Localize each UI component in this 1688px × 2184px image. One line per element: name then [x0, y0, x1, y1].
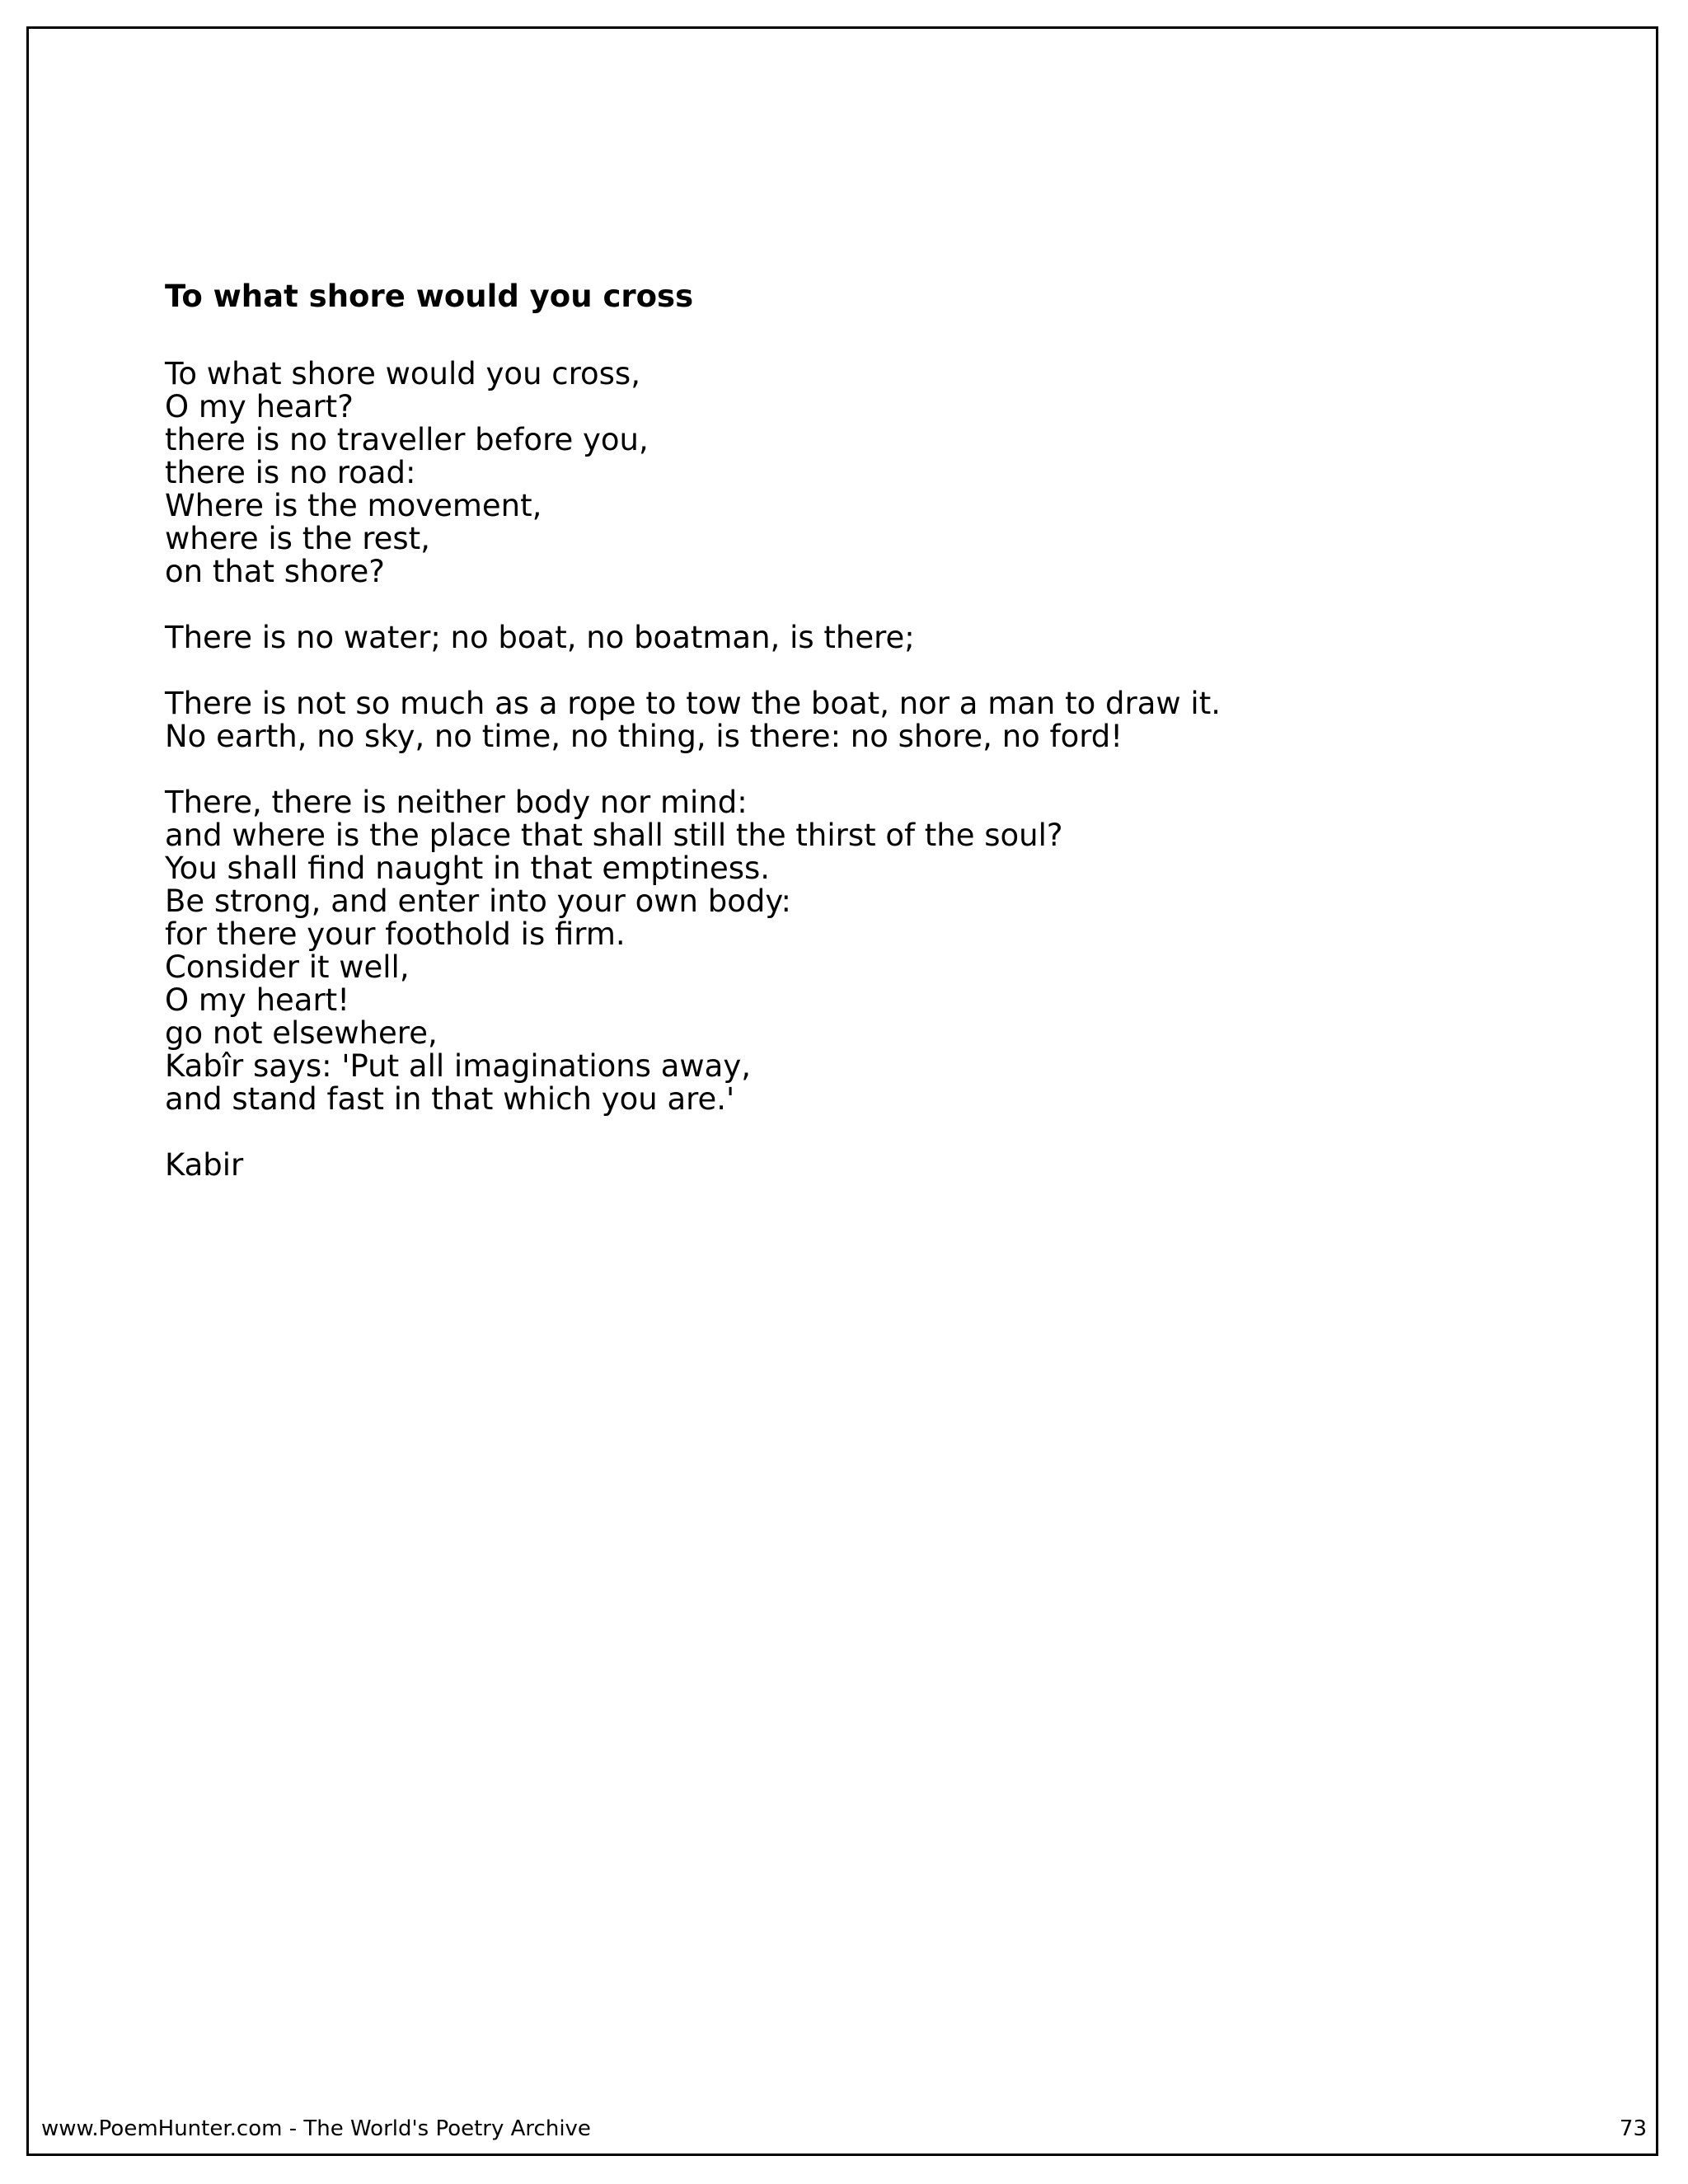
poem-line: O my heart! — [165, 982, 350, 1018]
poem-line: and where is the place that shall still the thirst of the soul? — [165, 818, 1063, 853]
poem-content — [165, 275, 1599, 1182]
poem-line: go not elsewhere, — [165, 1015, 438, 1051]
page-number: 73 — [1619, 2116, 1647, 2141]
poem-line: for there your foothold is firm. — [165, 916, 626, 952]
stanza-2 — [165, 621, 1599, 654]
poem-line: on that shore? — [165, 554, 385, 589]
poem-line: You shall find naught in that emptiness. — [165, 851, 771, 886]
poem-line: Kabîr says: 'Put all imaginations away, — [165, 1048, 751, 1084]
poem-line: and stand fast in that which you are.' — [165, 1081, 735, 1117]
poem-line: There, there is neither body nor mind: — [165, 785, 748, 820]
poem-line: there is no traveller before you, — [165, 422, 649, 457]
poem-line: Where is the movement, — [165, 488, 542, 523]
stanza-1 — [165, 358, 1599, 588]
poem-line: No earth, no sky, no time, no thing, is there: no shore, no ford! — [165, 719, 1123, 754]
poem-line: there is no road: — [165, 455, 416, 490]
poem-author: Kabir — [165, 1147, 244, 1183]
poem-line: where is the rest, — [165, 521, 430, 556]
footer-source: www.PoemHunter.com - The World's Poetry Archive — [41, 2116, 591, 2141]
poem-line: O my heart? — [165, 389, 354, 424]
poem-line: Be strong, and enter into your own body: — [165, 883, 791, 919]
poem-title: To what shore would you cross — [165, 279, 694, 314]
poem-line: There is no water; no boat, no boatman, is there; — [165, 620, 915, 655]
poem-line: To what shore would you cross, — [165, 356, 640, 391]
stanza-3 — [165, 687, 1599, 753]
poem-line: There is not so much as a rope to tow the boat, nor a man to draw it. — [165, 686, 1221, 721]
poem-line: Consider it well, — [165, 949, 410, 985]
stanza-4 — [165, 786, 1599, 1116]
